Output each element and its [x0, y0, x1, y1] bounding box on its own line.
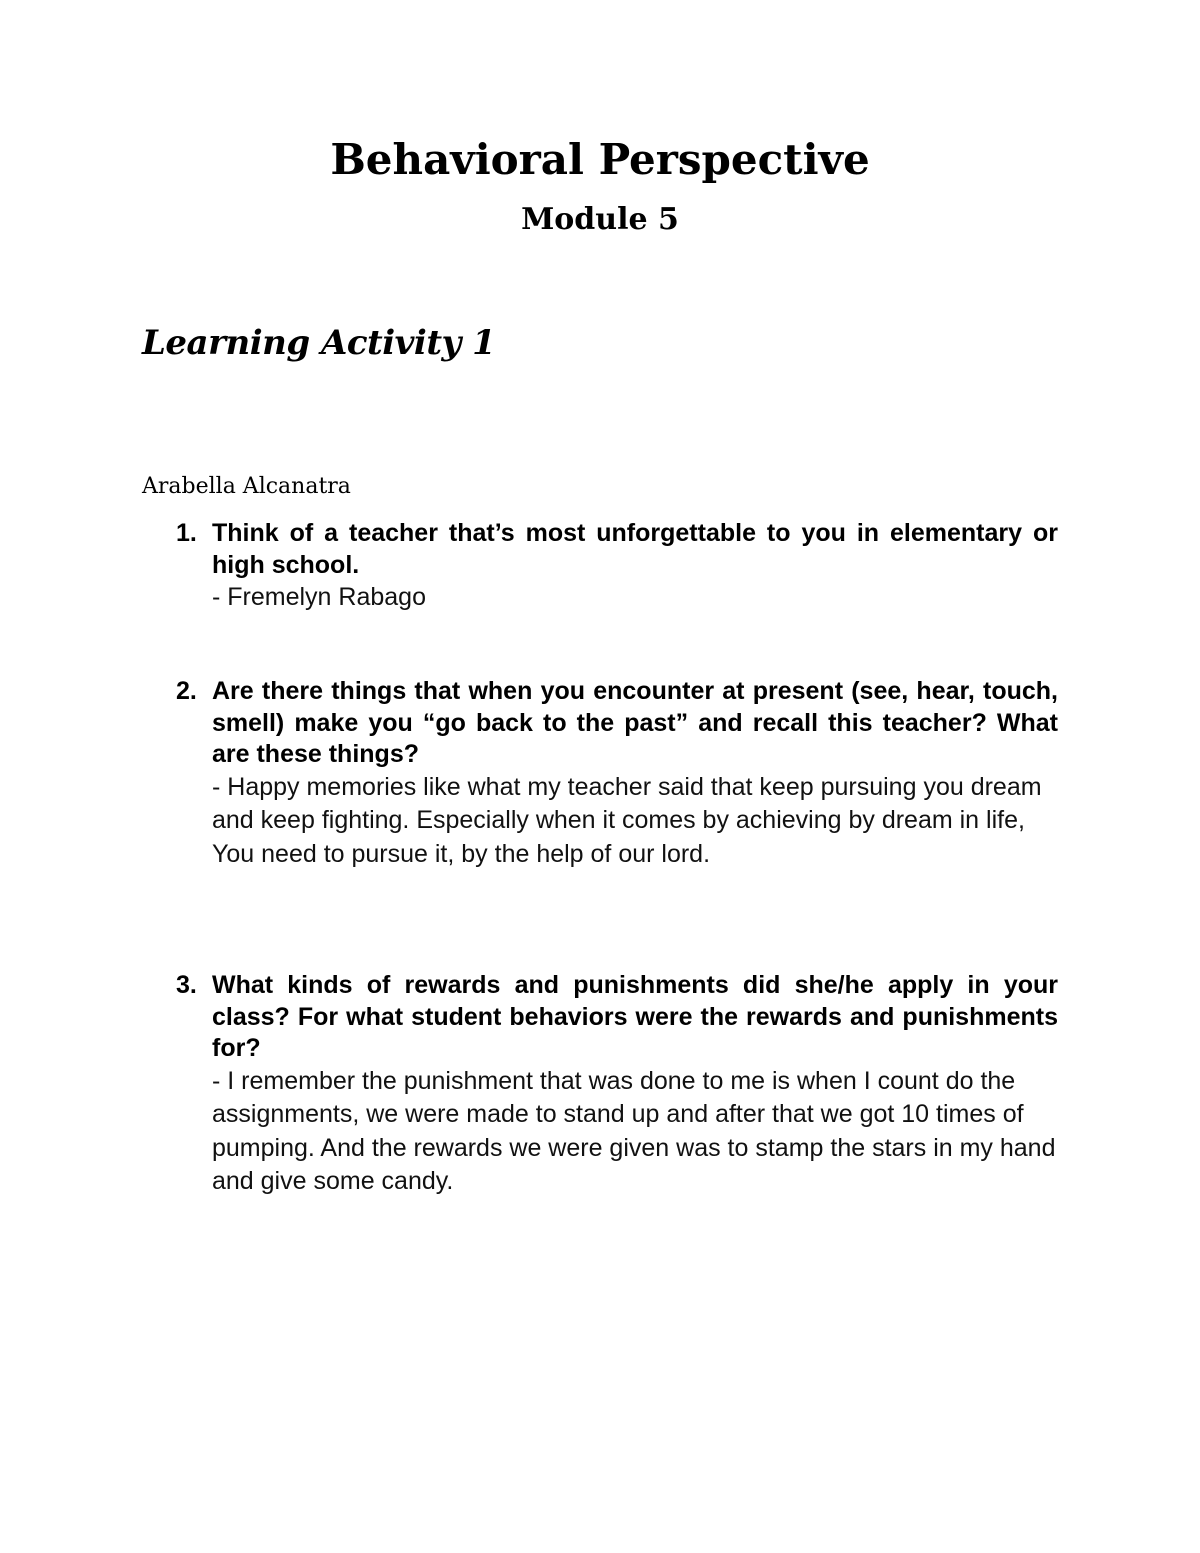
question-body	[212, 970, 1058, 1199]
question-item-1	[142, 518, 1058, 615]
question-text: Think of a teacher that’s most unforgettable to you in elementary or high school.	[212, 519, 1058, 579]
question-item-2	[142, 676, 1058, 871]
document-title: Behavioral Perspective	[330, 135, 870, 184]
module-subtitle: Module 5	[521, 202, 679, 237]
question-number: 1.	[176, 519, 197, 547]
question-body	[212, 518, 1058, 615]
question-item-3	[142, 970, 1058, 1199]
question-number: 3.	[176, 971, 197, 999]
student-name: Arabella Alcanatra	[142, 474, 351, 499]
answer-text: - Happy memories like what my teacher said that keep pursuing you dream and keep fighting. Especially when it comes by achieving by dream in life, You need to pursue it, by the help of our lord.	[212, 772, 1042, 868]
answer-text: - I remember the punishment that was done to me is when I count do the assignments, we were made to stand up and after that we got 10 times of pumping. And the rewards we were given was to stamp the stars in my hand and give some candy.	[212, 1066, 1056, 1195]
question-body	[212, 676, 1058, 871]
answer-text: - Fremelyn Rabago	[212, 583, 426, 611]
question-number: 2.	[176, 677, 197, 705]
activity-heading: Learning Activity 1	[142, 323, 496, 363]
question-text: Are there things that when you encounter at present (see, hear, touch, smell) make you “go back to the past” and recall this teacher? What are these things?	[212, 677, 1058, 768]
question-text: What kinds of rewards and punishments did she/he apply in your class? For what student behaviors were the rewards and punishments for?	[212, 971, 1058, 1062]
